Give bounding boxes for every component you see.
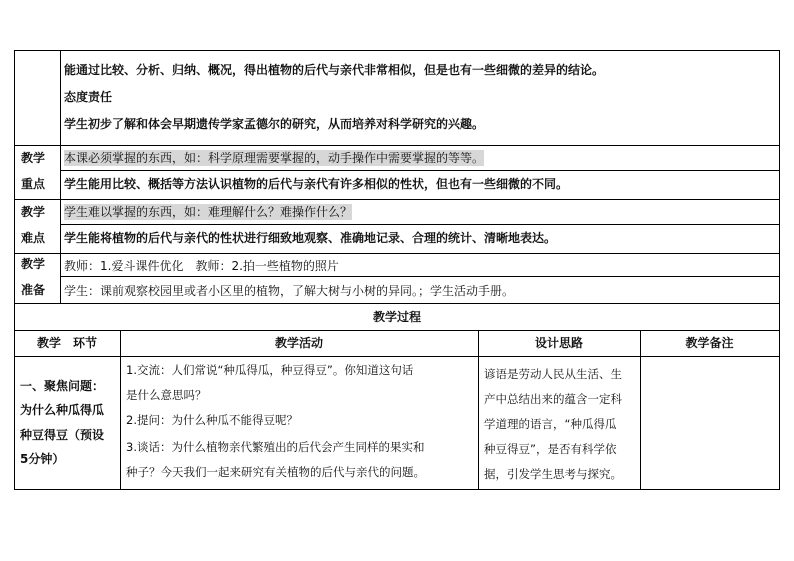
rule-before-difficulties: [14, 199, 780, 200]
rule-before-process: [14, 303, 780, 304]
process-title: 教学过程: [372, 310, 421, 324]
activity-line: 是什么意思吗？: [126, 388, 207, 402]
rule-label-column: [60, 50, 61, 303]
design-line: 谚语是劳动人民从生活、生: [484, 367, 622, 381]
preparation-label-1: 教学: [21, 257, 46, 271]
header-activity: 教学活动: [274, 336, 323, 350]
rule-stage-column: [120, 330, 121, 490]
activity-line: 3.谈话：为什么植物亲代繁殖出的后代会产生同样的果实和: [126, 440, 425, 454]
rule-preparation-mid: [60, 276, 780, 277]
preparation-student: 学生：课前观察校园里或者小区里的植物，了解大树与小树的异同。；学生活动手册。: [64, 284, 515, 298]
header-design: 设计思路: [534, 336, 583, 350]
rule-bottom: [14, 489, 780, 490]
rule-left: [14, 50, 15, 490]
stage-line: 一、聚焦问题：: [20, 379, 105, 393]
key-points-hint: 本课必须掌握的东西，如：科学原理需要掌握的，动手操作中需要掌握的等等。: [64, 151, 485, 165]
key-points-label-2: 重点: [21, 177, 46, 191]
stage-line: 为什么种瓜得瓜: [20, 403, 105, 417]
objective-text: 能通过比较、分析、归纳、概况，得出植物的后代与亲代非常相似，但是也有一些细微的差异的结论。: [64, 63, 605, 77]
rule-activity-column: [478, 330, 479, 490]
stage-line: 5分钟）: [20, 452, 65, 466]
rule-key-points-mid: [60, 170, 780, 171]
preparation-label-2: 准备: [21, 283, 46, 297]
difficulties-label-2: 难点: [21, 231, 46, 245]
activity-line: 1.交流：人们常说“种瓜得瓜，种豆得豆”。你知道这句话: [126, 363, 414, 377]
attitude-text: 学生初步了解和体会早期遗传学家孟德尔的研究，从而培养对科学研究的兴趣。: [64, 117, 485, 131]
activity-line: 种子？今天我们一起来研究有关植物的后代与亲代的问题。: [126, 465, 425, 479]
difficulties-hint: 学生难以掌握的东西，如：难理解什么？难操作什么？: [64, 205, 353, 219]
header-stage: 教学 环节: [36, 336, 97, 350]
activity-line: 2.提问：为什么种瓜不能得豆呢？: [126, 413, 298, 427]
stage-line: 种豆得豆（预设: [20, 428, 105, 442]
rule-before-headers: [14, 330, 780, 331]
header-notes: 教学备注: [685, 336, 734, 350]
rule-before-key-points: [14, 145, 780, 146]
rule-design-column: [640, 330, 641, 490]
rule-difficulties-mid: [60, 224, 780, 225]
design-line: 学道理的语言，“种瓜得瓜: [484, 417, 617, 431]
design-line: 种豆得豆”，是否有科学依: [484, 442, 617, 456]
difficulties-text: 学生能将植物的后代与亲代的性状进行细致地观察、准确地记录、合理的统计、清晰地表达。: [64, 231, 557, 245]
preparation-teacher: 教师：1.爱斗课件优化 教师：2.拍一些植物的照片: [64, 259, 339, 273]
rule-right: [779, 50, 780, 490]
key-points-text: 学生能用比较、概括等方法认识植物的后代与亲代有许多相似的性状，但也有一些细微的不同。: [64, 177, 569, 191]
design-line: 据，引发学生思考与探究。: [484, 467, 622, 481]
key-points-label-1: 教学: [21, 151, 46, 165]
rule-top: [14, 50, 780, 51]
rule-before-preparation: [14, 253, 780, 254]
attitude-heading: 态度责任: [64, 90, 113, 104]
rule-after-headers: [14, 356, 780, 357]
design-line: 产中总结出来的蕴含一定科: [484, 392, 622, 406]
difficulties-label-1: 教学: [21, 205, 46, 219]
